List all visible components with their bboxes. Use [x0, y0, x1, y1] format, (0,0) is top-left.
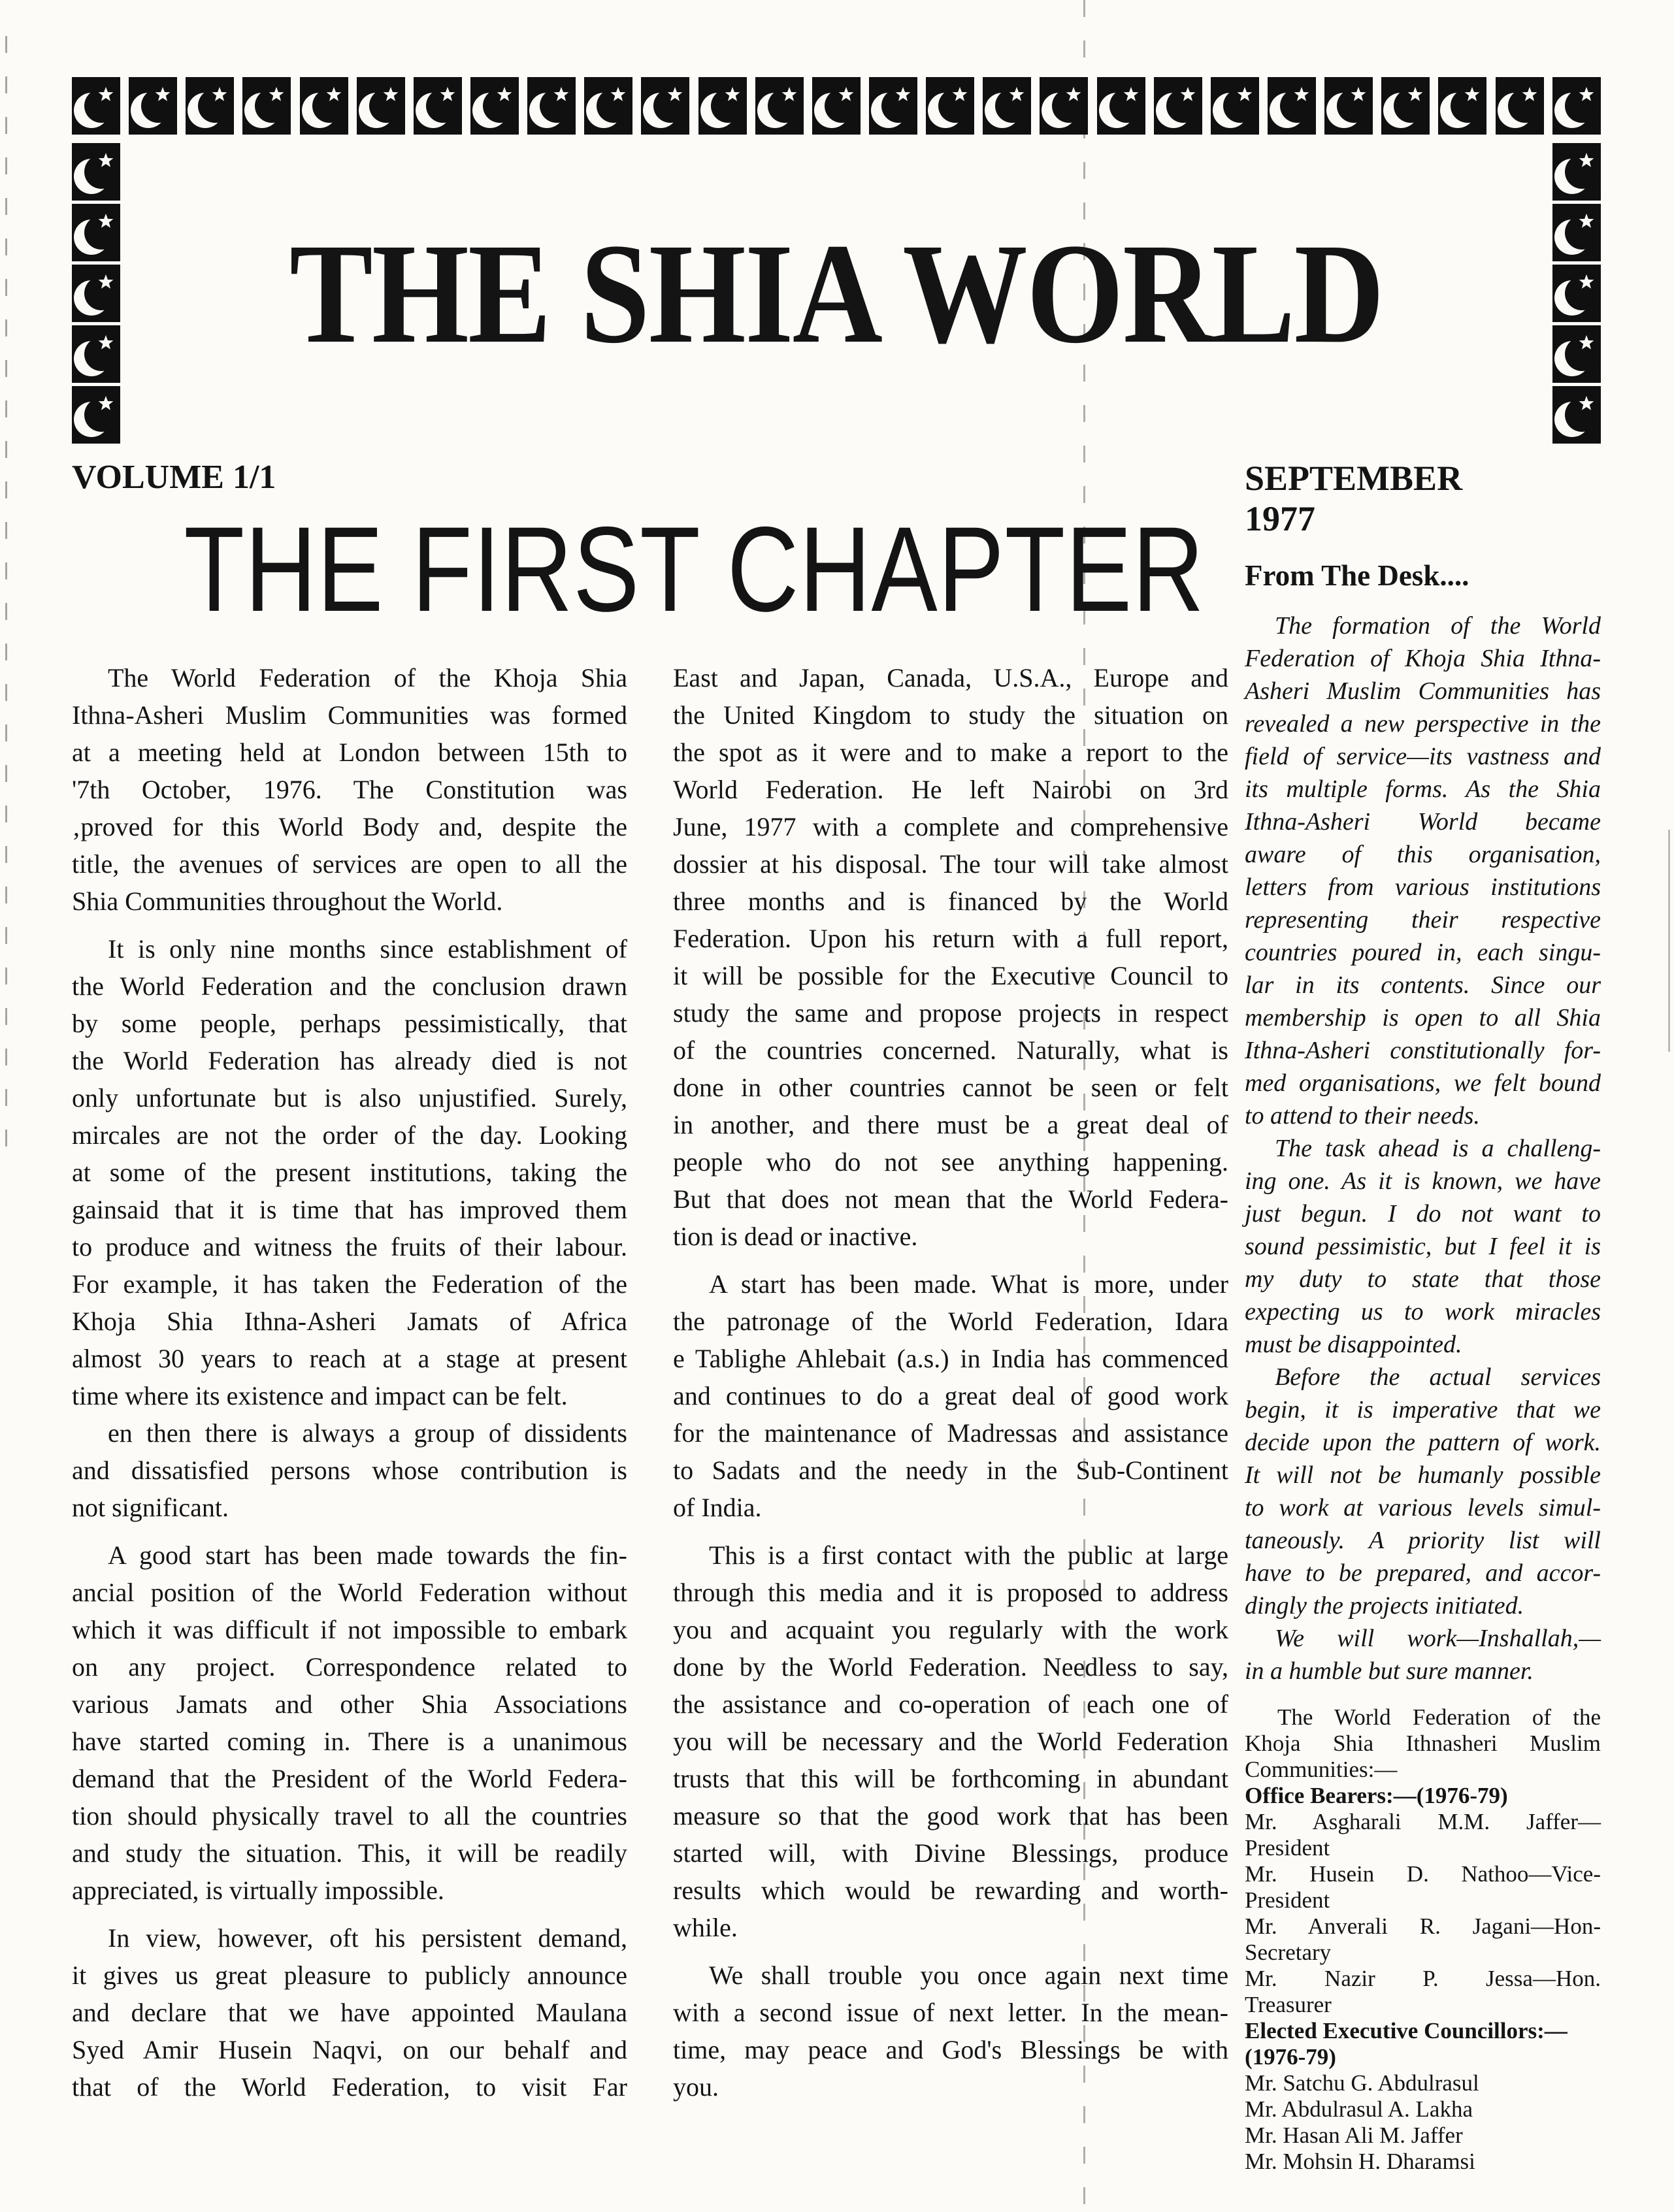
text-line: and study the situation. This, it will be readily — [72, 1838, 627, 1868]
text-line: Ithna-Asheri constitutionally for- — [1245, 1037, 1601, 1064]
officer-line: Mr. Anverali R. Jagani—Hon- — [1245, 1913, 1601, 1939]
border-top — [72, 77, 1601, 135]
crescent-star-icon — [1552, 77, 1601, 135]
issue-volume: VOLUME 1/1 — [72, 459, 276, 496]
text-line: measure so that the good work that has been — [673, 1801, 1228, 1830]
text-line: and dissatisfied persons whose contribution is — [72, 1456, 627, 1485]
crescent-star-icon — [72, 265, 120, 322]
text-line: revealed a new perspective in the — [1245, 710, 1601, 738]
officer-line: Mr. Nazir P. Jessa—Hon. — [1245, 1966, 1601, 1991]
text-line: appreciated, is virtually impossible. — [72, 1876, 444, 1905]
crescent-star-icon — [926, 77, 974, 135]
text-line: to produce and witness the fruits of their labour. — [72, 1232, 627, 1261]
text-line: trusts that this will be forthcoming in abundant — [673, 1764, 1228, 1793]
desk-heading: From The Desk.... — [1245, 559, 1469, 592]
text-line: of the countries concerned. Naturally, what is — [673, 1035, 1228, 1065]
crescent-star-icon — [72, 386, 120, 444]
crescent-star-icon — [1552, 265, 1601, 322]
paragraph — [72, 930, 627, 1414]
paragraph — [72, 1537, 627, 1909]
text-line: title, the avenues of services are open to all the — [72, 849, 627, 879]
officer-line: President — [1245, 1887, 1330, 1913]
text-line: study the same and propose projects in respect — [673, 998, 1228, 1028]
text-line: It will not be humanly possible — [1245, 1461, 1601, 1489]
text-line: Shia Communities throughout the World. — [72, 886, 503, 916]
text-line: Asheri Muslim Communities has — [1245, 677, 1601, 705]
officers-subheading: Office Bearers:—(1976-79) — [1245, 1783, 1508, 1808]
text-line: East and Japan, Canada, U.S.A., Europe and — [673, 663, 1228, 692]
text-line: ancial position of the World Federation without — [72, 1578, 627, 1607]
paragraph — [1245, 1361, 1601, 1622]
text-line: have started coming in. There is a unanimous — [72, 1727, 627, 1756]
crescent-star-icon — [1211, 77, 1259, 135]
text-line: This is a first contact with the public at large — [709, 1540, 1228, 1570]
masthead-title: THE SHIA WORLD — [289, 214, 1383, 373]
text-line: expecting us to work miracles — [1245, 1298, 1601, 1326]
text-line: with a second issue of next letter. In the mean- — [673, 1998, 1228, 2027]
officer-line: Secretary — [1245, 1940, 1332, 1965]
crescent-star-icon — [812, 77, 861, 135]
text-line: my duty to state that those — [1245, 1265, 1601, 1293]
text-line: time where its existence and impact can be felt. — [72, 1381, 568, 1410]
text-line: it gives us great pleasure to publicly announce — [72, 1960, 627, 1990]
crescent-star-icon — [129, 77, 177, 135]
crescent-star-icon — [72, 77, 120, 135]
scan-artifact-left-edge — [5, 36, 7, 1147]
text-line: It is only nine months since establishment of — [108, 934, 627, 964]
paragraph — [673, 1265, 1228, 1526]
article-columns — [72, 659, 1228, 2106]
text-line: Federation of Khoja Shia Ithna- — [1245, 645, 1601, 672]
text-line: World Federation. He left Nairobi on 3rd — [673, 775, 1228, 804]
text-line: while. — [673, 1913, 738, 1942]
paragraph — [1245, 1132, 1601, 1361]
text-line: at a meeting held at London between 15th to — [72, 738, 627, 767]
text-line: mircales are not the order of the day. Looking — [72, 1120, 627, 1150]
crescent-star-icon — [527, 77, 576, 135]
officer-line: Mr. Satchu G. Abdulrasul — [1245, 2070, 1479, 2096]
crescent-star-icon — [1496, 77, 1544, 135]
crescent-star-icon — [1552, 325, 1601, 383]
text-line: and declare that we have appointed Maulana — [72, 1998, 627, 2027]
crescent-star-icon — [72, 204, 120, 261]
text-line: to Sadats and the needy in the Sub-Continent — [673, 1456, 1228, 1485]
text-line: The World Federation of the Khoja Shia — [108, 663, 627, 692]
text-line: '7th October, 1976. The Constitution was — [72, 775, 627, 804]
text-line: tion should physically travel to all the countries — [72, 1801, 627, 1830]
text-line: at some of the present institutions, taking the — [72, 1158, 627, 1187]
text-line: A good start has been made towards the fin- — [108, 1540, 627, 1570]
officer-line: President — [1245, 1835, 1330, 1861]
text-line: The formation of the World — [1275, 612, 1601, 640]
text-line: not significant. — [72, 1493, 229, 1522]
crescent-star-icon — [242, 77, 291, 135]
crescent-star-icon — [755, 77, 804, 135]
text-line: decide upon the pattern of work. — [1245, 1429, 1601, 1456]
article-headline: THE FIRST CHAPTER — [184, 502, 1205, 637]
text-line: The task ahead is a challeng- — [1275, 1135, 1601, 1162]
text-line: sound pessimistic, but I feel it is — [1245, 1233, 1601, 1260]
officer-line: Mr. Mohsin H. Dharamsi — [1245, 2149, 1475, 2174]
masthead-title-area — [120, 143, 1552, 444]
officer-line: Mr. Asgharali M.M. Jaffer— — [1245, 1809, 1601, 1834]
text-line: field of service—its vastness and — [1245, 743, 1601, 770]
border-left — [72, 143, 120, 444]
article-area — [72, 444, 1228, 2106]
text-line: done by the World Federation. Needless to say, — [673, 1652, 1228, 1682]
crescent-star-icon — [1097, 77, 1145, 135]
text-line: only unfortunate but is also unjustified. Surely, — [72, 1083, 627, 1113]
text-line: the United Kingdom to study the situation on — [673, 700, 1228, 730]
crescent-star-icon — [1381, 77, 1430, 135]
text-line: Khoja Shia Ithna-Asheri Jamats of Africa — [72, 1307, 627, 1336]
text-line: Before the actual services — [1275, 1363, 1601, 1391]
masthead-band — [72, 143, 1601, 444]
article-column-1 — [72, 659, 627, 2106]
text-line: started will, with Divine Blessings, produce — [673, 1838, 1228, 1868]
paragraph — [673, 1537, 1228, 1946]
text-line: med organisations, we felt bound — [1245, 1069, 1601, 1097]
article-column-2 — [673, 659, 1228, 2106]
officer-line: Khoja Shia Ithnasheri Muslim — [1245, 1731, 1601, 1756]
crescent-star-icon — [357, 77, 405, 135]
body-row — [72, 444, 1601, 2175]
paragraph — [673, 1957, 1228, 2106]
crescent-star-icon — [1268, 77, 1316, 135]
crescent-star-icon — [869, 77, 917, 135]
text-line: Ithna-Asheri Muslim Communities was formed — [72, 700, 627, 730]
text-line: the patronage of the World Federation, Idara — [673, 1307, 1228, 1336]
issue-date: SEPTEMBER 1977 — [1245, 459, 1463, 538]
text-line: and continues to do a great deal of good work — [673, 1381, 1228, 1410]
text-line: the spot as it were and to make a report to the — [673, 738, 1228, 767]
text-line: which it was difficult if not impossible to embark — [72, 1615, 627, 1644]
text-line: e Tablighe Ahlebait (a.s.) in India has commenced — [673, 1344, 1228, 1373]
crescent-star-icon — [414, 77, 462, 135]
text-line: you. — [673, 2072, 719, 2102]
text-line: for the maintenance of Madressas and assistance — [673, 1418, 1228, 1448]
scan-artifact-right-edge — [1668, 830, 1670, 1052]
text-line: the World Federation and the conclusion drawn — [72, 971, 627, 1001]
crescent-star-icon — [72, 325, 120, 383]
crescent-star-icon — [300, 77, 348, 135]
text-line: three months and is financed by the World — [673, 886, 1228, 916]
text-line: various Jamats and other Shia Associations — [72, 1689, 627, 1719]
page-content — [72, 77, 1601, 2175]
text-line: dossier at his disposal. The tour will take almost — [673, 849, 1228, 879]
text-line: In view, however, oft his persistent demand, — [108, 1923, 627, 1953]
text-line: just begun. I do not want to — [1245, 1200, 1601, 1228]
officer-line: Mr. Hasan Ali M. Jaffer — [1245, 2123, 1463, 2148]
text-line: A start has been made. What is more, under — [709, 1269, 1228, 1299]
text-line: tion is dead or inactive. — [673, 1222, 918, 1251]
border-right — [1552, 143, 1601, 444]
text-line: Syed Amir Husein Naqvi, on our behalf and — [72, 2035, 627, 2064]
crescent-star-icon — [470, 77, 519, 135]
text-line: by some people, perhaps pessimistically, that — [72, 1009, 627, 1038]
text-line: time, may peace and God's Blessings be with — [673, 2035, 1228, 2064]
text-line: We will work—Inshallah,— — [1275, 1625, 1601, 1652]
paragraph — [72, 659, 627, 920]
text-line: Ithna-Asheri World became — [1245, 808, 1601, 836]
paragraph — [673, 659, 1228, 1255]
crescent-star-icon — [1552, 386, 1601, 444]
officer-line: Treasurer — [1245, 1992, 1332, 2017]
text-line: letters from various institutions — [1245, 873, 1601, 901]
text-line: the World Federation has already died is not — [72, 1046, 627, 1075]
text-line: taneously. A priority list will — [1245, 1527, 1601, 1554]
officer-line: Communities:— — [1245, 1757, 1398, 1782]
officers-subheading: Elected Executive Councillors:— — [1245, 2018, 1567, 2043]
text-line: But that does not mean that the World Federa- — [673, 1184, 1228, 1214]
text-line: on any project. Correspondence related to — [72, 1652, 627, 1682]
text-line: membership is open to all Shia — [1245, 1004, 1601, 1032]
paragraph — [72, 1414, 627, 1526]
paragraph — [1245, 1622, 1601, 1687]
text-line: begin, it is imperative that we — [1245, 1396, 1601, 1423]
text-line: lar in its contents. Since our — [1245, 971, 1601, 999]
desk-body — [1245, 610, 1601, 1687]
text-line: have to be prepared, and accor- — [1245, 1559, 1601, 1587]
text-line: you and acquaint you regularly with the work — [673, 1615, 1228, 1644]
text-line: We shall trouble you once again next time — [709, 1960, 1228, 1990]
crescent-star-icon — [72, 143, 120, 201]
text-line: that of the World Federation, to visit Far — [72, 2072, 627, 2102]
crescent-star-icon — [186, 77, 234, 135]
text-line: in a humble but sure manner. — [1245, 1657, 1534, 1685]
officers-list — [1245, 1704, 1601, 2175]
text-line: ‚proved for this World Body and, despite the — [72, 812, 627, 841]
crescent-star-icon — [698, 77, 747, 135]
text-line: results which would be rewarding and worth- — [673, 1876, 1228, 1905]
text-line: representing their respective — [1245, 906, 1601, 934]
text-line: of India. — [673, 1493, 762, 1522]
officer-line: Mr. Abdulrasul A. Lakha — [1245, 2096, 1473, 2122]
text-line: to work at various levels simul- — [1245, 1494, 1601, 1521]
text-line: through this media and it is proposed to address — [673, 1578, 1228, 1607]
text-line: it will be possible for the Executive Council to — [673, 961, 1228, 990]
crescent-star-icon — [1438, 77, 1486, 135]
text-line: Federation. Upon his return with a full report, — [673, 924, 1228, 953]
text-line: gainsaid that it is time that has improved them — [72, 1195, 627, 1224]
text-line: to attend to their needs. — [1245, 1102, 1480, 1130]
text-line: countries poured in, each singu- — [1245, 939, 1601, 966]
text-line: its multiple forms. As the Shia — [1245, 775, 1601, 803]
text-line: dingly the projects initiated. — [1245, 1592, 1524, 1619]
text-line: done in other countries cannot be seen or felt — [673, 1073, 1228, 1102]
text-line: in another, and there must be a great deal of — [673, 1110, 1228, 1139]
text-line: almost 30 years to reach at a stage at present — [72, 1344, 627, 1373]
crescent-star-icon — [641, 77, 689, 135]
text-line: en then there is always a group of dissidents — [108, 1418, 627, 1448]
crescent-star-icon — [584, 77, 632, 135]
text-line: aware of this organisation, — [1245, 841, 1601, 868]
officer-line: Mr. Husein D. Nathoo—Vice- — [1245, 1861, 1601, 1887]
crescent-star-icon — [1552, 204, 1601, 261]
text-line: people who do not see anything happening. — [673, 1147, 1228, 1177]
officers-subheading: (1976-79) — [1245, 2044, 1336, 2070]
crescent-star-icon — [983, 77, 1031, 135]
text-line: For example, it has taken the Federation of the — [72, 1269, 627, 1299]
crescent-star-icon — [1040, 77, 1088, 135]
officer-line: The World Federation of the — [1277, 1704, 1601, 1730]
crescent-star-icon — [1552, 143, 1601, 201]
paragraph — [72, 1919, 627, 2106]
text-line: ing one. As it is known, we have — [1245, 1167, 1601, 1195]
paragraph — [1245, 610, 1601, 1132]
text-line: you will be necessary and the World Federation — [673, 1727, 1228, 1756]
text-line: must be disappointed. — [1245, 1331, 1462, 1358]
text-line: demand that the President of the World Federa- — [72, 1764, 627, 1793]
crescent-star-icon — [1154, 77, 1202, 135]
desk-column — [1245, 444, 1601, 2175]
crescent-star-icon — [1324, 77, 1373, 135]
text-line: June, 1977 with a complete and comprehensive — [673, 812, 1228, 841]
text-line: the assistance and co-operation of each one of — [673, 1689, 1228, 1719]
